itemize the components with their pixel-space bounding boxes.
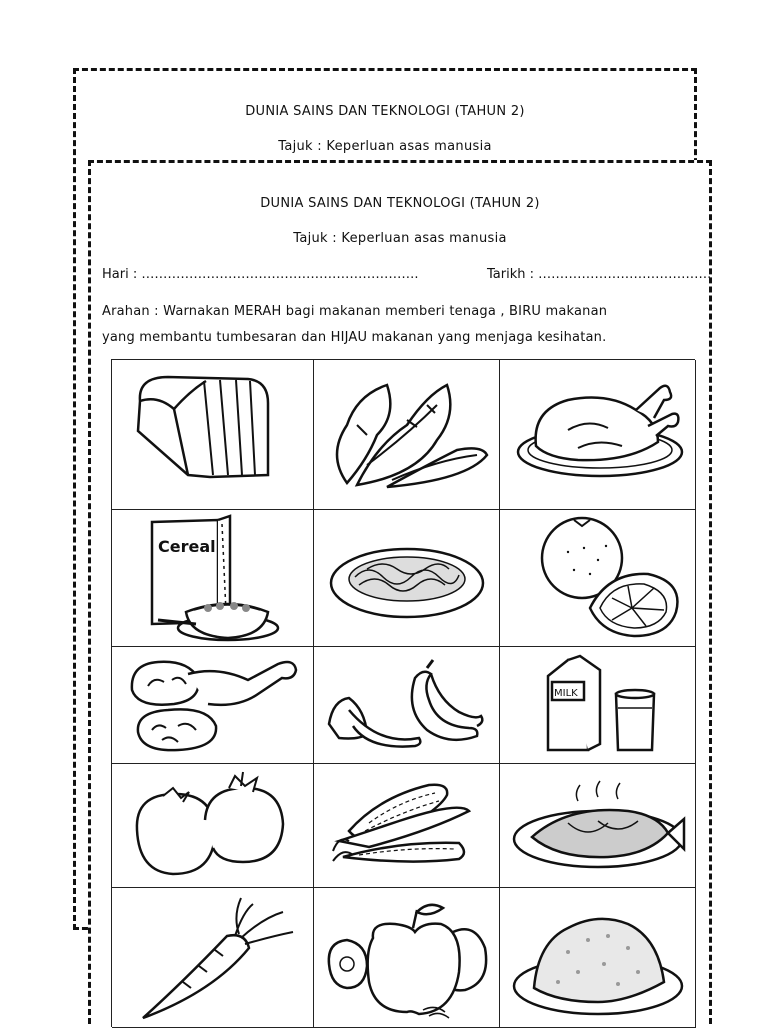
back-worksheet-topic: Tajuk : Keperluan asas manusia	[278, 139, 492, 154]
tomato-icon	[123, 768, 303, 884]
food-cell-corn[interactable]	[314, 764, 500, 888]
instruction-line-1: Arahan : Warnakan MERAH bagi makanan memberi tenaga , BIRU makanan	[102, 304, 608, 319]
noodles-icon	[319, 523, 495, 633]
lettuce-icon	[317, 365, 497, 505]
fish-icon	[508, 771, 688, 881]
food-cell-cereal[interactable]	[112, 510, 314, 647]
food-cell-fish[interactable]	[500, 764, 696, 888]
worksheet-topic: Tajuk : Keperluan asas manusia	[293, 231, 507, 246]
food-cell-lettuce[interactable]	[314, 360, 500, 510]
carrot-icon	[123, 892, 303, 1024]
food-cell-bread[interactable]	[112, 360, 314, 510]
back-worksheet-title: DUNIA SAINS DAN TEKNOLOGI (TAHUN 2)	[245, 104, 525, 119]
corn-icon	[319, 771, 495, 881]
instruction-text	[102, 299, 682, 351]
milk-carton-label: MILK	[553, 688, 578, 699]
food-cell-meat[interactable]	[112, 647, 314, 764]
food-cell-apple[interactable]	[314, 888, 500, 1028]
cereal-box-label: Cereal	[157, 537, 216, 556]
front-worksheet	[88, 160, 712, 1024]
food-cell-banana[interactable]	[314, 647, 500, 764]
food-grid	[111, 359, 695, 1027]
food-cell-carrot[interactable]	[112, 888, 314, 1028]
meat-icon	[118, 650, 308, 760]
bread-icon	[118, 365, 308, 505]
roast-chicken-icon	[508, 370, 688, 500]
apple-icon	[319, 892, 495, 1024]
food-cell-milk[interactable]	[500, 647, 696, 764]
food-cell-rice[interactable]	[500, 888, 696, 1028]
worksheet-title: DUNIA SAINS DAN TEKNOLOGI (TAHUN 2)	[260, 196, 540, 211]
instruction-line-2: yang membantu tumbesaran dan HIJAU makanan yang menjaga kesihatan.	[102, 330, 607, 345]
milk-icon	[528, 650, 668, 760]
cereal-icon	[118, 512, 308, 644]
food-cell-tomato[interactable]	[112, 764, 314, 888]
date-field[interactable]: Tarikh : ………………………………….	[487, 267, 712, 282]
food-cell-noodles[interactable]	[314, 510, 500, 647]
food-cell-orange[interactable]	[500, 510, 696, 647]
food-cell-chicken[interactable]	[500, 360, 696, 510]
rice-icon	[508, 892, 688, 1024]
orange-icon	[508, 512, 688, 644]
day-field[interactable]: Hari : ……………………………………………………….	[102, 267, 419, 282]
banana-icon	[319, 650, 495, 760]
